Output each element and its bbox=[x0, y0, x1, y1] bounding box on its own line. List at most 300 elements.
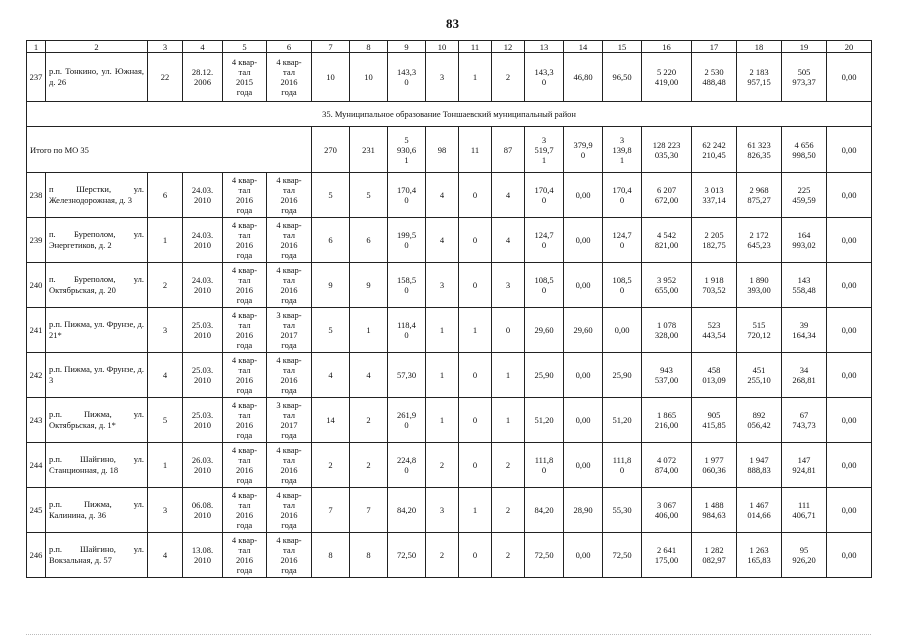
cell-text: 51,20 bbox=[612, 415, 632, 425]
cell-text: 241 bbox=[29, 325, 43, 335]
cell-text: 108,5 0 bbox=[612, 275, 632, 295]
column-number-cell bbox=[312, 41, 350, 53]
value-cell bbox=[183, 308, 223, 353]
value-cell bbox=[459, 488, 492, 533]
cell-text: 4 квар- тал 2016 года bbox=[231, 220, 258, 260]
page-number: 83 bbox=[446, 16, 459, 31]
value-cell bbox=[782, 398, 827, 443]
value-cell bbox=[642, 443, 692, 488]
section-title-cell bbox=[27, 102, 872, 127]
value-cell bbox=[692, 218, 737, 263]
page-bottom-rule bbox=[26, 634, 871, 635]
value-cell bbox=[782, 533, 827, 578]
value-cell bbox=[388, 308, 426, 353]
value-cell bbox=[603, 263, 642, 308]
total-value-cell bbox=[642, 127, 692, 173]
cell-text: 2 bbox=[505, 505, 511, 515]
cell-text: 0,00 bbox=[575, 550, 591, 560]
value-cell bbox=[426, 308, 459, 353]
cell-text: 0,00 bbox=[841, 190, 857, 200]
cell-text: 24.03. 2010 bbox=[191, 185, 214, 205]
cell-text: 270 bbox=[324, 144, 337, 155]
table-row bbox=[27, 488, 872, 533]
value-cell bbox=[183, 398, 223, 443]
value-cell bbox=[827, 353, 872, 398]
value-cell bbox=[459, 173, 492, 218]
cell-text: 13.08. 2010 bbox=[191, 545, 214, 565]
cell-text: 61 323 826,35 bbox=[747, 139, 771, 160]
value-cell bbox=[525, 173, 564, 218]
cell-text: 1 bbox=[505, 415, 511, 425]
value-cell bbox=[827, 398, 872, 443]
value-cell bbox=[827, 53, 872, 102]
value-cell bbox=[492, 488, 525, 533]
cell-text: 199,5 0 bbox=[396, 230, 417, 250]
cell-text: 2 172 645,23 bbox=[747, 230, 771, 250]
column-number-cell bbox=[459, 41, 492, 53]
value-cell bbox=[312, 443, 350, 488]
value-cell bbox=[426, 218, 459, 263]
cell-text: 2 bbox=[162, 280, 168, 290]
cell-text: 4 bbox=[439, 190, 445, 200]
row-number-cell bbox=[27, 353, 46, 398]
cell-text: 0,00 bbox=[575, 235, 591, 245]
cell-text: 4 квар- тал 2016 года bbox=[231, 310, 258, 350]
cell-text: 905 415,85 bbox=[702, 410, 726, 430]
cell-text: 5 bbox=[328, 325, 333, 335]
cell-text: 4 квар- тал 2016 года bbox=[276, 355, 302, 395]
cell-text: 4 квар- тал 2016 года bbox=[231, 355, 258, 395]
value-cell bbox=[642, 398, 692, 443]
cell-text: 245 bbox=[29, 505, 43, 515]
cell-text: 0,00 bbox=[575, 190, 591, 200]
row-number-cell bbox=[27, 443, 46, 488]
total-value-cell bbox=[692, 127, 737, 173]
value-cell bbox=[350, 353, 388, 398]
cell-text: 1 467 014,66 bbox=[747, 500, 771, 520]
value-cell bbox=[692, 308, 737, 353]
cell-text: 6 bbox=[366, 235, 371, 245]
value-cell bbox=[267, 308, 312, 353]
value-cell bbox=[223, 398, 267, 443]
cell-text: 13 bbox=[539, 41, 549, 52]
value-cell bbox=[312, 488, 350, 533]
cell-text: 19 bbox=[799, 41, 809, 52]
value-cell bbox=[267, 263, 312, 308]
column-number-cell bbox=[267, 41, 312, 53]
cell-text: 0 bbox=[472, 370, 478, 380]
cell-text: 84,20 bbox=[534, 505, 554, 515]
cell-text: 4 bbox=[439, 235, 445, 245]
row-number-cell bbox=[27, 263, 46, 308]
cell-text: 10 bbox=[437, 41, 447, 52]
cell-text: р.п. Шайгино, ул. Станционная, д. 18 bbox=[49, 454, 144, 475]
value-cell bbox=[388, 443, 426, 488]
cell-text: 55,30 bbox=[612, 505, 632, 515]
cell-text: 243 bbox=[29, 415, 43, 425]
cell-text: 35. Муниципальное образование Тоншаевский муниципальный район bbox=[322, 109, 576, 119]
cell-text: 3 bbox=[162, 325, 168, 335]
value-cell bbox=[459, 443, 492, 488]
value-cell bbox=[492, 398, 525, 443]
cell-text: Итого по МО 35 bbox=[30, 144, 89, 155]
cell-text: 12 bbox=[503, 41, 513, 52]
cell-text: 2 bbox=[328, 460, 333, 470]
value-cell bbox=[459, 218, 492, 263]
value-cell bbox=[426, 398, 459, 443]
value-cell bbox=[223, 308, 267, 353]
value-cell bbox=[492, 218, 525, 263]
cell-text: 0 bbox=[472, 190, 478, 200]
cell-text: 2 205 182,75 bbox=[702, 230, 726, 250]
value-cell bbox=[737, 398, 782, 443]
value-cell bbox=[459, 353, 492, 398]
value-cell bbox=[564, 308, 603, 353]
cell-text: 1 bbox=[439, 325, 445, 335]
column-number-cell bbox=[223, 41, 267, 53]
cell-text: 124,7 0 bbox=[534, 230, 554, 250]
cell-text: 108,5 0 bbox=[534, 275, 554, 295]
value-cell bbox=[782, 263, 827, 308]
value-cell bbox=[827, 533, 872, 578]
total-value-cell bbox=[525, 127, 564, 173]
cell-text: 24.03. 2010 bbox=[191, 275, 214, 295]
cell-text: 3 квар- тал 2017 года bbox=[276, 400, 302, 440]
cell-text: 16 bbox=[662, 41, 671, 52]
cell-text: 111 406,71 bbox=[792, 500, 816, 520]
value-cell bbox=[426, 488, 459, 533]
value-cell bbox=[223, 263, 267, 308]
cell-text: 11 bbox=[470, 144, 480, 155]
cell-text: 20 bbox=[844, 41, 854, 52]
cell-text: 0 bbox=[472, 460, 478, 470]
cell-text: 111,8 0 bbox=[534, 455, 554, 475]
cell-text: 1 078 328,00 bbox=[654, 320, 679, 340]
cell-text: 25,90 bbox=[612, 370, 632, 380]
cell-text: 4 квар- тал 2016 года bbox=[231, 445, 258, 485]
cell-text: 2 bbox=[366, 415, 371, 425]
value-cell bbox=[492, 263, 525, 308]
cell-text: 11 bbox=[470, 41, 480, 52]
cell-text: 10 bbox=[364, 72, 373, 82]
value-cell bbox=[183, 443, 223, 488]
value-cell bbox=[603, 173, 642, 218]
cell-text: 6 bbox=[286, 41, 292, 52]
value-cell bbox=[525, 353, 564, 398]
value-cell bbox=[267, 53, 312, 102]
value-cell bbox=[737, 533, 782, 578]
cell-text: 25.03. 2010 bbox=[191, 365, 214, 385]
value-cell bbox=[426, 533, 459, 578]
value-cell bbox=[388, 533, 426, 578]
value-cell bbox=[603, 353, 642, 398]
value-cell bbox=[827, 308, 872, 353]
cell-text: 1 bbox=[472, 505, 478, 515]
cell-text: 28.12. 2006 bbox=[191, 67, 214, 87]
cell-text: 2 bbox=[439, 460, 445, 470]
value-cell bbox=[388, 398, 426, 443]
cell-text: 2 bbox=[366, 460, 371, 470]
value-cell bbox=[426, 353, 459, 398]
value-cell bbox=[782, 308, 827, 353]
value-cell bbox=[564, 173, 603, 218]
total-value-cell bbox=[312, 127, 350, 173]
address-cell bbox=[46, 53, 148, 102]
cell-text: 17 bbox=[709, 41, 719, 52]
value-cell bbox=[603, 308, 642, 353]
cell-text: 3 bbox=[162, 41, 168, 52]
cell-text: 7 bbox=[328, 505, 333, 515]
value-cell bbox=[737, 53, 782, 102]
value-cell bbox=[692, 173, 737, 218]
table-row bbox=[27, 398, 872, 443]
cell-text: 158,5 0 bbox=[396, 275, 417, 295]
value-cell bbox=[642, 263, 692, 308]
value-cell bbox=[692, 263, 737, 308]
cell-text: 1 bbox=[439, 370, 445, 380]
value-cell bbox=[525, 398, 564, 443]
value-cell bbox=[350, 398, 388, 443]
value-cell bbox=[782, 443, 827, 488]
total-row bbox=[27, 127, 872, 173]
cell-text: 244 bbox=[29, 460, 43, 470]
value-cell bbox=[642, 218, 692, 263]
value-cell bbox=[312, 353, 350, 398]
value-cell bbox=[492, 353, 525, 398]
value-cell bbox=[223, 218, 267, 263]
cell-text: 3 bbox=[439, 505, 445, 515]
row-number-cell bbox=[27, 218, 46, 263]
cell-text: 6 bbox=[162, 190, 168, 200]
total-value-cell bbox=[492, 127, 525, 173]
cell-text: 224,8 0 bbox=[396, 455, 417, 475]
cell-text: 1 bbox=[472, 325, 478, 335]
value-cell bbox=[312, 533, 350, 578]
cell-text: 0,00 bbox=[841, 325, 857, 335]
cell-text: 128 223 035,30 bbox=[652, 139, 681, 160]
cell-text: 0,00 bbox=[575, 370, 591, 380]
value-cell bbox=[692, 353, 737, 398]
total-value-cell bbox=[603, 127, 642, 173]
cell-text: 143,3 0 bbox=[396, 67, 417, 87]
cell-text: 2 bbox=[505, 550, 511, 560]
cell-text: 0,00 bbox=[841, 72, 857, 82]
value-cell bbox=[603, 443, 642, 488]
total-value-cell bbox=[350, 127, 388, 173]
value-cell bbox=[388, 173, 426, 218]
value-cell bbox=[564, 533, 603, 578]
value-cell bbox=[642, 353, 692, 398]
cell-text: п. Буреполом, ул. Октябрьская, д. 20 bbox=[49, 274, 144, 295]
value-cell bbox=[312, 218, 350, 263]
value-cell bbox=[642, 53, 692, 102]
column-number-cell bbox=[642, 41, 692, 53]
value-cell bbox=[525, 53, 564, 102]
value-cell bbox=[426, 173, 459, 218]
value-cell bbox=[603, 533, 642, 578]
table-row bbox=[27, 533, 872, 578]
cell-text: 10 bbox=[326, 72, 335, 82]
address-cell bbox=[46, 173, 148, 218]
value-cell bbox=[692, 443, 737, 488]
value-cell bbox=[603, 218, 642, 263]
cell-text: 1 bbox=[162, 460, 168, 470]
value-cell bbox=[350, 443, 388, 488]
cell-text: 72,50 bbox=[612, 550, 632, 560]
cell-text: 1 488 984,63 bbox=[702, 500, 726, 520]
value-cell bbox=[827, 443, 872, 488]
cell-text: 0 bbox=[472, 235, 478, 245]
cell-text: 25,90 bbox=[534, 370, 554, 380]
value-cell bbox=[267, 443, 312, 488]
cell-text: 29,60 bbox=[573, 325, 593, 335]
cell-text: 4 квар- тал 2016 года bbox=[231, 265, 258, 305]
cell-text: 0 bbox=[472, 415, 478, 425]
cell-text: 39 164,34 bbox=[792, 320, 816, 340]
cell-text: 0,00 bbox=[614, 325, 630, 335]
value-cell bbox=[350, 53, 388, 102]
cell-text: 6 bbox=[328, 235, 333, 245]
cell-text: п Шерстки, ул. Железнодорожная, д. 3 bbox=[49, 184, 144, 205]
value-cell bbox=[782, 173, 827, 218]
row-number-cell bbox=[27, 173, 46, 218]
cell-text: 943 537,00 bbox=[654, 365, 679, 385]
total-value-cell bbox=[782, 127, 827, 173]
value-cell bbox=[388, 488, 426, 533]
cell-text: 0,00 bbox=[841, 370, 857, 380]
value-cell bbox=[183, 218, 223, 263]
value-cell bbox=[148, 218, 183, 263]
value-cell bbox=[492, 533, 525, 578]
cell-text: 1 bbox=[505, 370, 511, 380]
cell-text: р.п. Пижма, ул. Калинина, д. 36 bbox=[49, 499, 144, 520]
value-cell bbox=[459, 308, 492, 353]
cell-text: 3 013 337,14 bbox=[702, 185, 726, 205]
value-cell bbox=[459, 533, 492, 578]
value-cell bbox=[148, 173, 183, 218]
cell-text: 238 bbox=[29, 190, 43, 200]
cell-text: 1 bbox=[472, 72, 478, 82]
cell-text: 118,4 0 bbox=[397, 320, 416, 340]
cell-text: 15 bbox=[617, 41, 627, 52]
cell-text: 5 220 419,00 bbox=[654, 67, 679, 87]
cell-text: 0,00 bbox=[575, 460, 591, 470]
value-cell bbox=[388, 218, 426, 263]
value-cell bbox=[737, 353, 782, 398]
cell-text: 4 квар- тал 2016 года bbox=[276, 490, 302, 530]
total-label-cell bbox=[27, 127, 312, 173]
cell-text: 0,00 bbox=[841, 280, 857, 290]
cell-text: 515 720,12 bbox=[747, 320, 771, 340]
value-cell bbox=[564, 353, 603, 398]
value-cell bbox=[148, 53, 183, 102]
cell-text: 4 656 998,50 bbox=[792, 139, 816, 160]
value-cell bbox=[148, 353, 183, 398]
cell-text: 57,30 bbox=[396, 370, 417, 380]
value-cell bbox=[223, 353, 267, 398]
table-row bbox=[27, 353, 872, 398]
cell-text: 46,80 bbox=[573, 72, 593, 82]
cell-text: 72,50 bbox=[534, 550, 554, 560]
cell-text: 4 bbox=[162, 370, 168, 380]
cell-text: р.п. Тонкино, ул. Южная, д. 26 bbox=[49, 66, 144, 87]
value-cell bbox=[603, 488, 642, 533]
value-cell bbox=[350, 263, 388, 308]
cell-text: 170,4 0 bbox=[534, 185, 554, 205]
value-cell bbox=[782, 53, 827, 102]
value-cell bbox=[183, 173, 223, 218]
value-cell bbox=[148, 308, 183, 353]
cell-text: 2 530 488,48 bbox=[702, 67, 726, 87]
total-value-cell bbox=[388, 127, 426, 173]
cell-text: 06.08. 2010 bbox=[191, 500, 214, 520]
value-cell bbox=[183, 353, 223, 398]
cell-text: 458 013,09 bbox=[702, 365, 726, 385]
column-number-cell bbox=[426, 41, 459, 53]
cell-text: 379,9 0 bbox=[573, 139, 593, 160]
cell-text: 4 bbox=[505, 190, 511, 200]
cell-text: 237 bbox=[29, 72, 43, 82]
cell-text: р.п. Пижма, ул. Октябрьская, д. 1* bbox=[49, 409, 144, 430]
row-number-cell bbox=[27, 308, 46, 353]
row-number-cell bbox=[27, 488, 46, 533]
cell-text: 5 bbox=[328, 190, 333, 200]
value-cell bbox=[525, 263, 564, 308]
value-cell bbox=[183, 533, 223, 578]
cell-text: 4 bbox=[200, 41, 205, 52]
cell-text: 22 bbox=[160, 72, 170, 82]
value-cell bbox=[525, 218, 564, 263]
value-cell bbox=[564, 398, 603, 443]
housing-program-table bbox=[26, 40, 872, 578]
value-cell bbox=[148, 443, 183, 488]
value-cell bbox=[692, 398, 737, 443]
cell-text: 3 519,7 1 bbox=[534, 134, 554, 165]
cell-text: 5 930,6 1 bbox=[396, 134, 417, 165]
value-cell bbox=[350, 533, 388, 578]
cell-text: 0 bbox=[505, 325, 511, 335]
cell-text: 2 bbox=[505, 460, 511, 470]
cell-text: 95 926,20 bbox=[792, 545, 816, 565]
cell-text: 143 558,48 bbox=[792, 275, 816, 295]
value-cell bbox=[492, 443, 525, 488]
column-number-cell bbox=[388, 41, 426, 53]
cell-text: 1 bbox=[162, 235, 168, 245]
value-cell bbox=[827, 218, 872, 263]
value-cell bbox=[267, 353, 312, 398]
value-cell bbox=[564, 488, 603, 533]
cell-text: 1 bbox=[439, 415, 445, 425]
value-cell bbox=[642, 308, 692, 353]
value-cell bbox=[426, 443, 459, 488]
table-row bbox=[27, 263, 872, 308]
cell-text: 34 268,81 bbox=[792, 365, 816, 385]
cell-text: 892 056,42 bbox=[747, 410, 771, 430]
cell-text: 29,60 bbox=[534, 325, 554, 335]
value-cell bbox=[492, 173, 525, 218]
cell-text: 7 bbox=[328, 41, 333, 52]
value-cell bbox=[223, 53, 267, 102]
cell-text: 26.03. 2010 bbox=[191, 455, 214, 475]
cell-text: 14 bbox=[326, 415, 335, 425]
cell-text: 84,20 bbox=[396, 505, 417, 515]
value-cell bbox=[564, 263, 603, 308]
column-number-cell bbox=[827, 41, 872, 53]
value-cell bbox=[148, 488, 183, 533]
value-cell bbox=[350, 488, 388, 533]
address-cell bbox=[46, 308, 148, 353]
cell-text: 3 139,8 1 bbox=[612, 134, 632, 165]
